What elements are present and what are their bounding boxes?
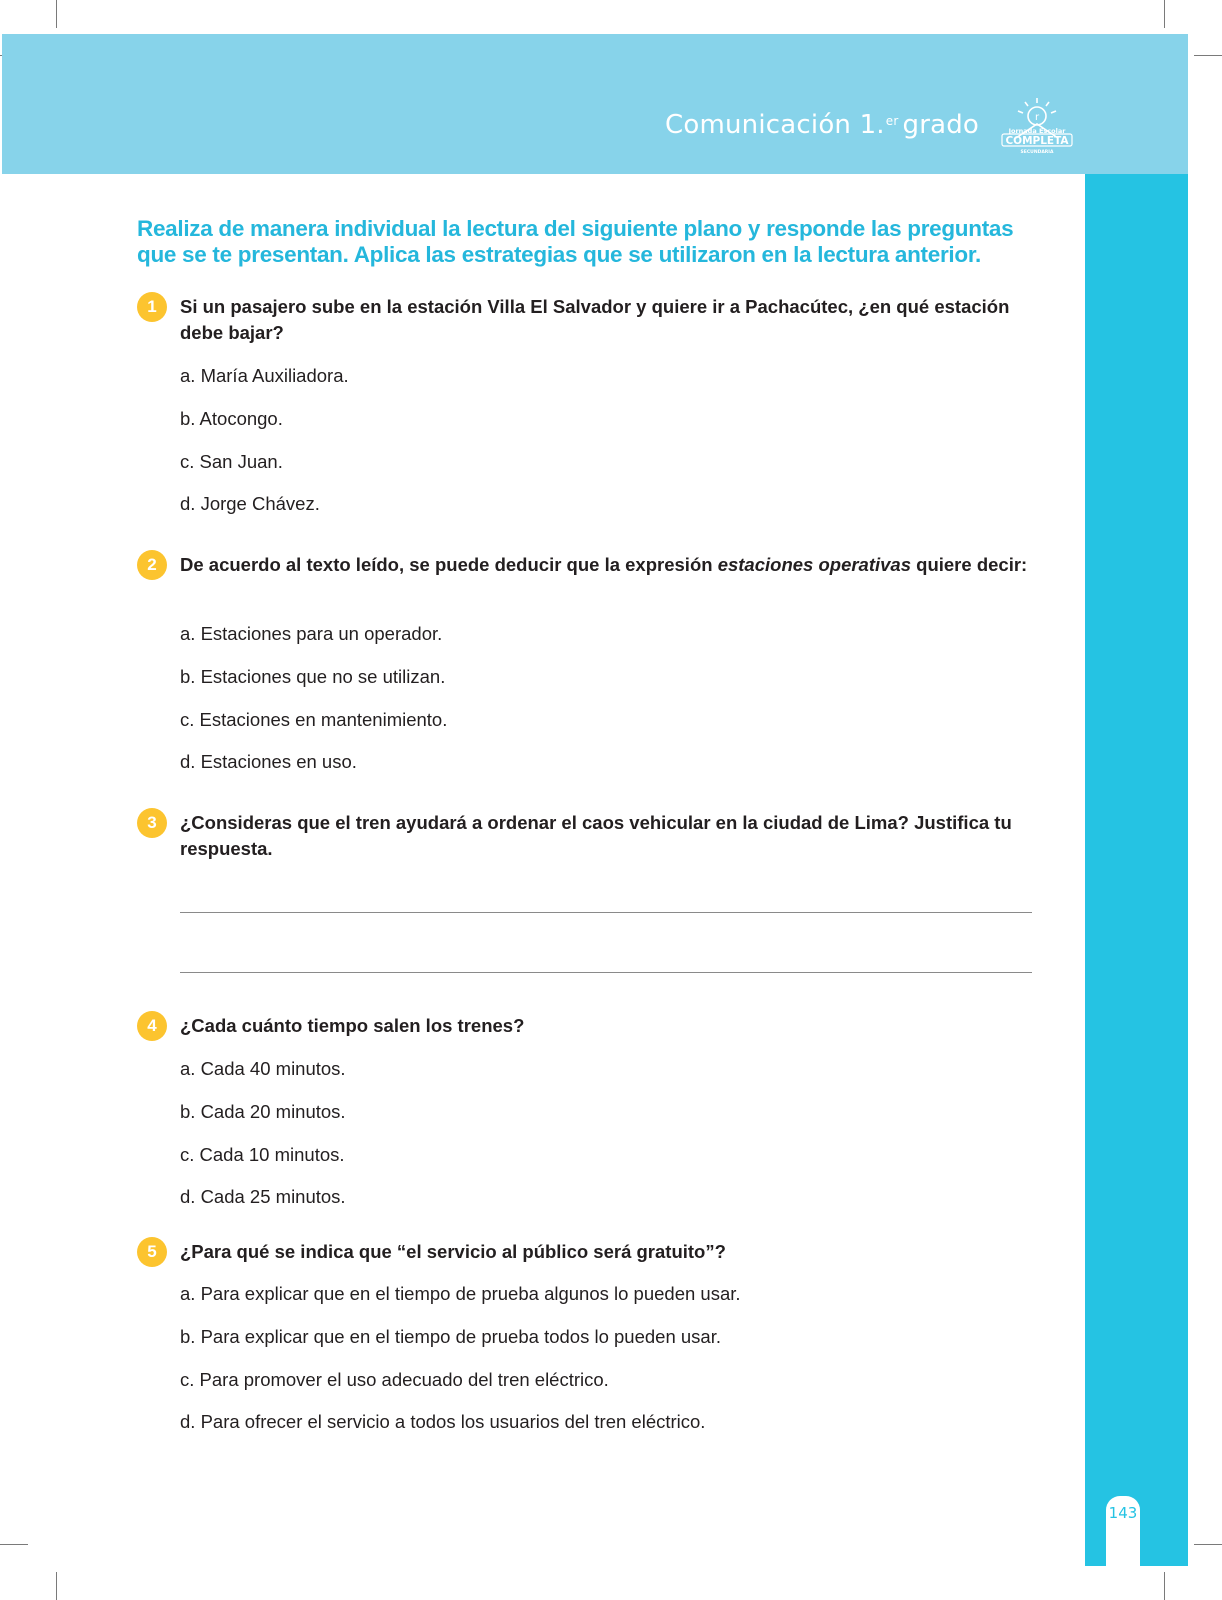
- italic-expression: estaciones operativas: [717, 554, 912, 575]
- question-number-badge: 4: [137, 1011, 167, 1041]
- option-b: b. Cada 20 minutos.: [180, 1101, 346, 1122]
- question-text: ¿Para qué se indica que “el servicio al público será gratuito”?: [180, 1241, 726, 1262]
- crop-mark: [0, 1544, 28, 1545]
- svg-text:Jornada Escolar: Jornada Escolar: [1008, 127, 1066, 135]
- question-number-badge: 1: [137, 292, 167, 322]
- page-title: Comunicación 1.$^{er}$ grado: [665, 110, 980, 140]
- answer-line[interactable]: [180, 912, 1032, 913]
- answer-line[interactable]: [180, 972, 1032, 973]
- crop-mark: [56, 0, 57, 28]
- question-text: De acuerdo al texto leído, se puede deducir que la expresión estaciones operativas quiere decir:: [180, 554, 1028, 575]
- option-c: c. Para promover el uso adecuado del tren eléctrico.: [180, 1369, 609, 1390]
- option-a: a. Cada 40 minutos.: [180, 1058, 346, 1079]
- option-c: c. Cada 10 minutos.: [180, 1144, 345, 1165]
- jornada-escolar-completa-logo: [996, 96, 1078, 156]
- option-a: a. Para explicar que en el tiempo de prueba algunos lo pueden usar.: [180, 1283, 741, 1304]
- question-text: ¿Cada cuánto tiempo salen los trenes?: [180, 1015, 525, 1036]
- crop-mark: [1164, 0, 1165, 28]
- option-d: d. Cada 25 minutos.: [180, 1186, 346, 1207]
- option-c: c. Estaciones en mantenimiento.: [180, 709, 448, 730]
- instructions-heading: Realiza de manera individual la lectura del siguiente plano y responde las preguntas que se te presentan. Aplica las estrategias que se utilizaron en la lectura anterior.: [137, 216, 1014, 267]
- option-b: b. Atocongo.: [180, 408, 283, 429]
- svg-text:SECUNDARIA: SECUNDARIA: [1020, 150, 1054, 155]
- crop-mark: [1194, 55, 1222, 56]
- option-c: c. San Juan.: [180, 451, 283, 472]
- question-text: ¿Consideras que el tren ayudará a ordenar el caos vehicular en la ciudad de Lima? Justifica tu respuesta.: [180, 812, 1012, 859]
- option-a: a. María Auxiliadora.: [180, 365, 349, 386]
- question-number-badge: 3: [137, 808, 167, 838]
- crop-mark: [1194, 1544, 1222, 1545]
- svg-text:r: r: [1034, 112, 1040, 123]
- option-d: d. Para ofrecer el servicio a todos los usuarios del tren eléctrico.: [180, 1411, 706, 1432]
- right-sidebar: [1085, 174, 1188, 1566]
- option-b: b. Estaciones que no se utilizan.: [180, 666, 446, 687]
- crop-mark: [56, 1572, 57, 1600]
- option-a: a. Estaciones para un operador.: [180, 623, 443, 644]
- svg-text:COMPLETA: COMPLETA: [1005, 135, 1069, 147]
- question-number-badge: 5: [137, 1237, 167, 1267]
- question-text: Si un pasajero sube en la estación Villa El Salvador y quiere ir a Pachacútec, ¿en qué estación debe bajar?: [180, 296, 1010, 343]
- question-number-badge: 2: [137, 550, 167, 580]
- option-d: d. Jorge Chávez.: [180, 493, 320, 514]
- option-b: b. Para explicar que en el tiempo de prueba todos lo pueden usar.: [180, 1326, 721, 1347]
- page-number: 143: [1108, 1504, 1138, 1522]
- crop-mark: [1164, 1572, 1165, 1600]
- option-d: d. Estaciones en uso.: [180, 751, 357, 772]
